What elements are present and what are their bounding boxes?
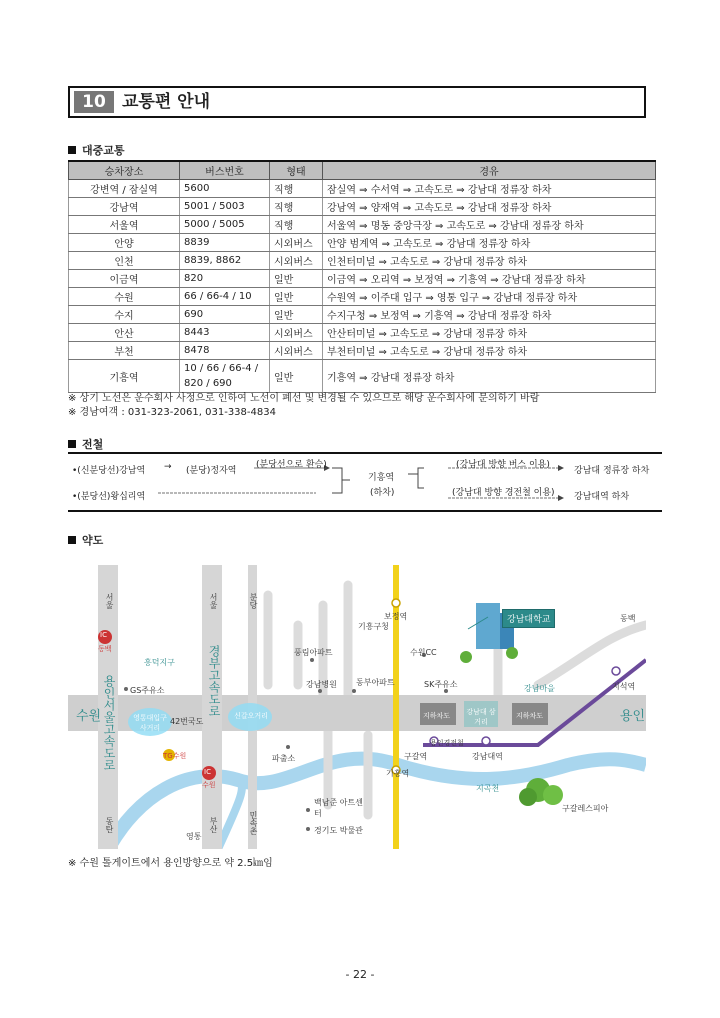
table-cell: 일반 <box>270 270 323 288</box>
map-label: 수원CC <box>410 648 437 657</box>
bus-section-heading: 대중교통 <box>68 142 125 158</box>
map-label: 강남병원 <box>306 680 337 689</box>
rail-diagram <box>68 454 662 510</box>
map-label: 지하차도 <box>423 712 451 720</box>
table-cell: 일반 <box>270 360 323 393</box>
map-label: 강남대 삼거리 <box>466 708 496 726</box>
table-row <box>69 342 656 360</box>
map-label: GS주유소 <box>130 686 165 695</box>
table-cell: 기흥역 <box>69 360 180 393</box>
map-label: 동백 <box>620 614 636 623</box>
rail-transfer-note: (분당선으로 환승) <box>256 460 327 470</box>
rail-section-heading: 전철 <box>68 436 103 452</box>
table-cell: 수지구청 ⇒ 보정역 ⇒ 기흥역 ⇒ 강남대 정류장 하차 <box>323 306 656 324</box>
map-label: 42번국도 <box>170 717 204 726</box>
table-cell: 강남역 ⇒ 양재역 ⇒ 고속도로 ⇒ 강남대 정류장 하차 <box>323 198 656 216</box>
table-row <box>69 234 656 252</box>
table-cell: 시외버스 <box>270 324 323 342</box>
map-label: 수원 <box>76 709 102 724</box>
table-cell: 부천터미널 ⇒ 고속도로 ⇒ 강남대 정류장 하차 <box>323 342 656 360</box>
table-cell: 66 / 66-4 / 10 <box>180 288 270 306</box>
rail-option-1: (강남대 방향 버스 이용) <box>456 460 550 470</box>
table-cell: 5001 / 5003 <box>180 198 270 216</box>
column-header: 버스번호 <box>180 161 270 180</box>
note-line: ※ 상기 노선은 운수회사 사정으로 인하여 노선이 폐선 및 변경될 수 있으므로 해당 운수회사에 문의하기 바람 <box>68 393 540 404</box>
rail-option-1-dest: 강남대 정류장 하차 <box>574 466 650 476</box>
map-label: 용인경전철 <box>430 739 464 747</box>
map-label: 백남준 아트센터 <box>314 798 363 818</box>
map-label: 동백 <box>98 645 112 653</box>
map-label: 영통대입구사거리 <box>133 714 167 732</box>
table-row <box>69 216 656 234</box>
map-label: 지하차도 <box>516 712 544 720</box>
table-cell: 잠실역 ⇒ 수서역 ⇒ 고속도로 ⇒ 강남대 정류장 하차 <box>323 180 656 198</box>
map-label: 지석역 <box>612 682 636 691</box>
rail-option-2: (강남대 방향 경전철 이용) <box>452 488 555 498</box>
table-cell: 5600 <box>180 180 270 198</box>
table-cell: 직행 <box>270 216 323 234</box>
rail-transfer-station: (분당)정자역 <box>186 466 237 476</box>
square-bullet-icon <box>68 536 76 544</box>
map-label: 용인 <box>620 709 646 724</box>
table-cell: 8478 <box>180 342 270 360</box>
table-cell: 일반 <box>270 288 323 306</box>
square-bullet-icon <box>68 146 76 154</box>
map-label: 구갈레스피아 <box>562 804 609 813</box>
map-label: 부산 <box>209 817 218 833</box>
table-cell: 일반 <box>270 306 323 324</box>
table-cell: 안산터미널 ⇒ 고속도로 ⇒ 강남대 정류장 하차 <box>323 324 656 342</box>
note-line: ※ 경남여객 : 031-323-2061, 031-338-4834 <box>68 407 276 418</box>
table-row <box>69 252 656 270</box>
map-label: 구갈역 <box>404 752 428 761</box>
page-title: 교통편 안내 <box>122 92 211 112</box>
map-label: 서울 <box>209 593 218 609</box>
table-cell: 안양 <box>69 234 180 252</box>
map-label: 동탄 <box>105 817 114 833</box>
map-label: 영통 <box>186 832 202 841</box>
column-header: 경유 <box>323 161 656 180</box>
map-label: 지곡천 <box>476 784 500 793</box>
map-label: 경기도 박물관 <box>314 826 363 835</box>
table-cell: 강남역 <box>69 198 180 216</box>
map-label: SK주유소 <box>424 680 458 689</box>
map-label: 민속촌 <box>249 811 258 835</box>
table-row <box>69 198 656 216</box>
map-section-heading: 약도 <box>68 532 103 548</box>
table-row <box>69 306 656 324</box>
rail-arrow: → <box>164 462 172 472</box>
table-cell: 시외버스 <box>270 252 323 270</box>
bus-notes <box>68 392 539 420</box>
map-label: 흥덕지구 <box>144 658 175 667</box>
bus-table <box>68 160 656 393</box>
table-row <box>69 180 656 198</box>
rail-route <box>68 452 662 512</box>
table-cell: 직행 <box>270 180 323 198</box>
map-label: 분당 <box>249 593 258 609</box>
table-row <box>69 270 656 288</box>
table-cell: 수원 <box>69 288 180 306</box>
table-cell: 820 <box>180 270 270 288</box>
rail-option-2-dest: 강남대역 하차 <box>574 492 630 502</box>
table-header-row <box>69 161 656 180</box>
rail-origin-2: •(분당선)왕십리역 <box>72 492 146 502</box>
rail-destination: 기흥역 <box>368 473 395 483</box>
university-label: 강남대학교 <box>502 609 555 628</box>
rail-origin-1: •(신분당선)강남역 <box>72 466 146 476</box>
map-label: 파출소 <box>272 754 296 763</box>
table-cell: 8839 <box>180 234 270 252</box>
table-cell: 안양 범계역 ⇒ 고속도로 ⇒ 강남대 정류장 하차 <box>323 234 656 252</box>
ic-icon: IC <box>100 631 107 639</box>
table-cell: 시외버스 <box>270 342 323 360</box>
map-label: 강남마을 <box>524 684 555 693</box>
map-label: 용인서울고속도로 <box>102 675 116 771</box>
ic-icon: IC <box>204 768 211 776</box>
table-cell: 직행 <box>270 198 323 216</box>
page-number: - 22 - <box>345 968 375 981</box>
square-bullet-icon <box>68 440 76 448</box>
table-cell: 기흥역 ⇒ 강남대 정류장 하차 <box>323 360 656 393</box>
table-row <box>69 324 656 342</box>
section-header <box>68 86 646 118</box>
map-label: 보정역 <box>384 612 408 621</box>
map-label: 신갈오거리 <box>234 712 268 720</box>
table-cell: 안산 <box>69 324 180 342</box>
table-cell: 수원역 ⇒ 이주대 입구 ⇒ 영통 입구 ⇒ 강남대 정류장 하차 <box>323 288 656 306</box>
table-cell: 강변역 / 잠실역 <box>69 180 180 198</box>
map-label: 풍림아파트 <box>294 648 333 657</box>
map-label: 기흥역 <box>386 769 410 778</box>
table-cell: 수지 <box>69 306 180 324</box>
table-cell: 10 / 66 / 66-4 / 820 / 690 <box>180 360 270 393</box>
map-label: 경부고속도로 <box>207 645 221 717</box>
table-cell: 5000 / 5005 <box>180 216 270 234</box>
table-cell: 시외버스 <box>270 234 323 252</box>
table-cell: 인천터미널 ⇒ 고속도로 ⇒ 강남대 정류장 하차 <box>323 252 656 270</box>
table-cell: 인천 <box>69 252 180 270</box>
table-cell: 690 <box>180 306 270 324</box>
table-row <box>69 288 656 306</box>
map-label: 서울 <box>105 593 114 609</box>
table-cell: 이금역 <box>69 270 180 288</box>
table-row <box>69 360 656 393</box>
table-cell: 서울역 ⇒ 명동 중앙극장 ⇒ 고속도로 ⇒ 강남대 정류장 하차 <box>323 216 656 234</box>
table-cell: 서울역 <box>69 216 180 234</box>
section-number: 10 <box>74 91 114 113</box>
map-label: 동부아파트 <box>356 678 395 687</box>
column-header: 승차장소 <box>69 161 180 180</box>
column-header: 형태 <box>270 161 323 180</box>
table-cell: 8839, 8862 <box>180 252 270 270</box>
table-cell: 8443 <box>180 324 270 342</box>
map-footnote: ※ 수원 톨게이트에서 용인방향으로 약 2.5㎞임 <box>68 858 273 869</box>
table-cell: 부천 <box>69 342 180 360</box>
map-label: 강남대역 <box>472 752 503 761</box>
rail-destination-sub: (하차) <box>370 488 395 498</box>
location-map <box>68 565 646 849</box>
map-label: 수원 <box>202 781 216 789</box>
table-cell: 이금역 ⇒ 오리역 ⇒ 보정역 ⇒ 기흥역 ⇒ 강남대 정류장 하차 <box>323 270 656 288</box>
map-label: 기흥구청 <box>358 622 389 631</box>
map-label: TG수원 <box>163 752 187 760</box>
